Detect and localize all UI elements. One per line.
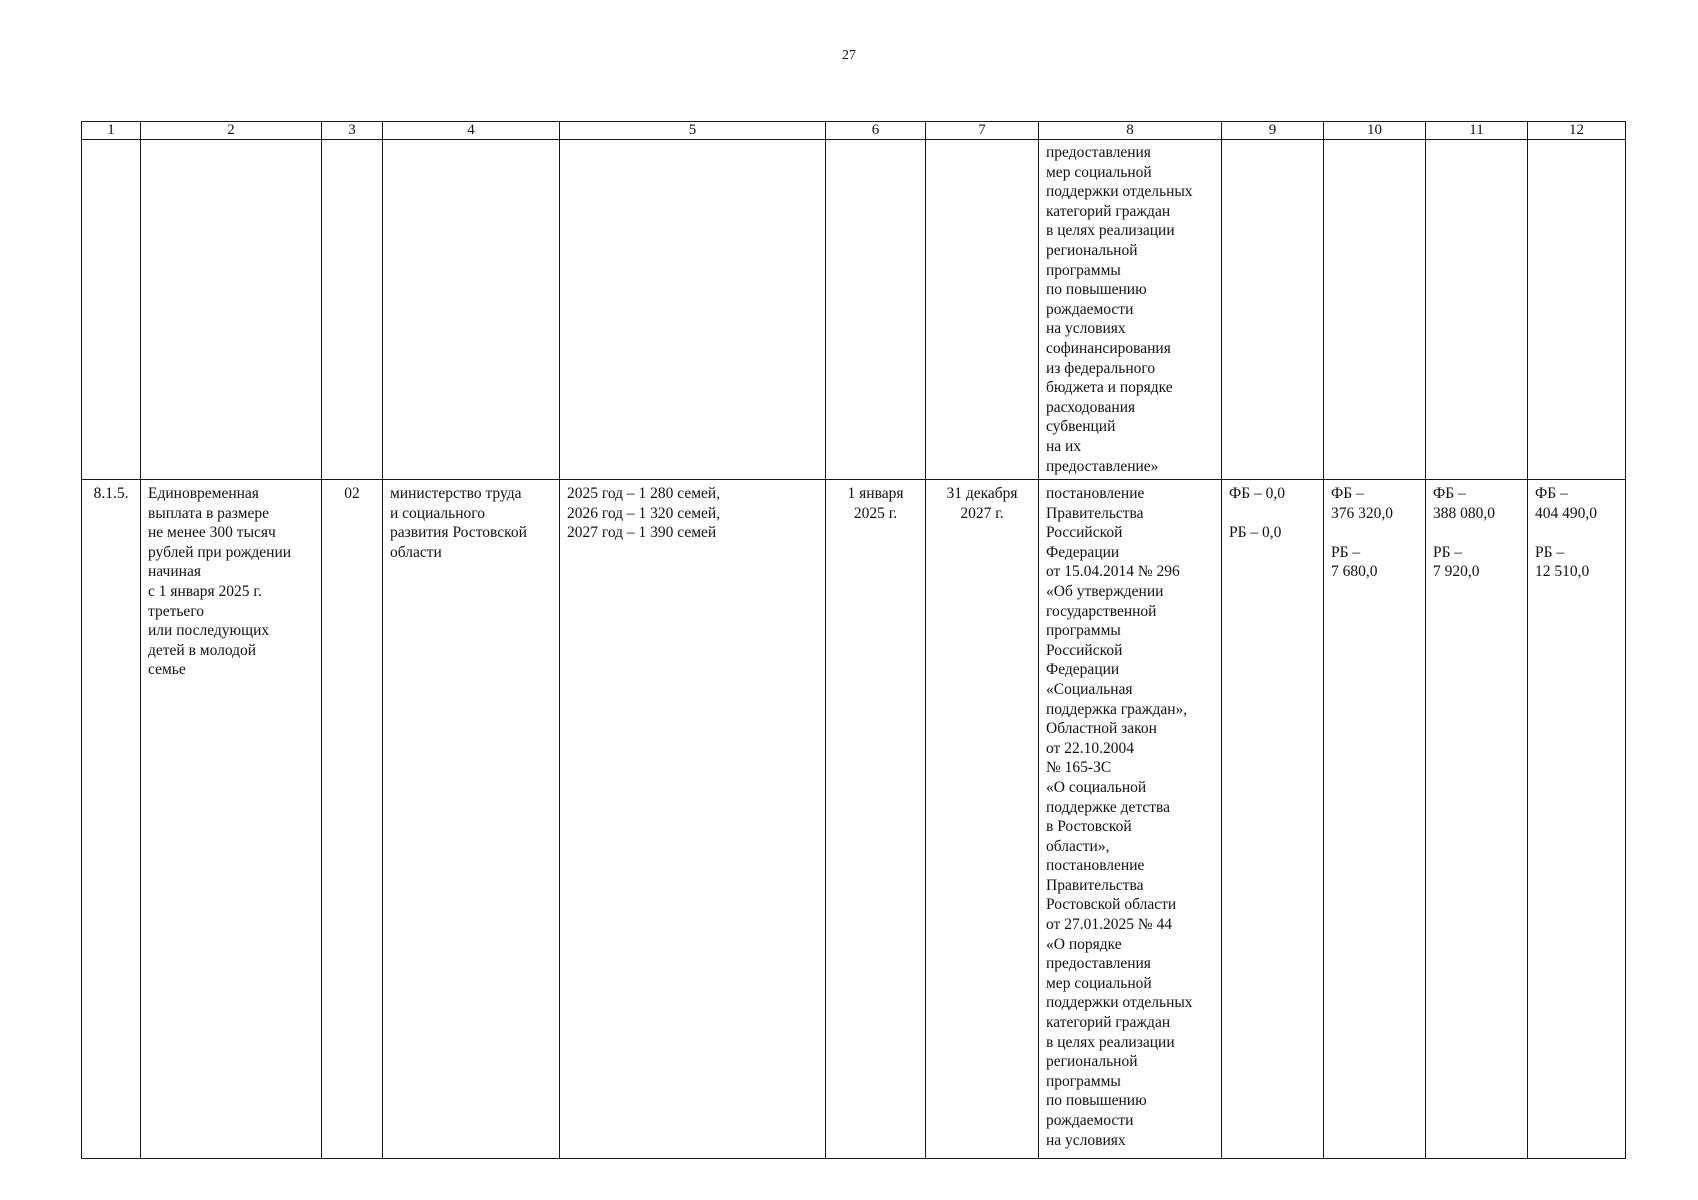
- cell-text: [1222, 140, 1323, 143]
- column-number-header-row: [82, 122, 1626, 140]
- table-cell-funding: [1222, 480, 1324, 1159]
- cell-text: [1528, 140, 1625, 143]
- column-number-header: 1: [82, 122, 141, 140]
- table-cell: [383, 140, 560, 480]
- table-cell-measure-name: [141, 480, 322, 1159]
- column-number-header: 9: [1222, 122, 1324, 140]
- funding-amount: ФБ – 0,0 РБ – 0,0: [1229, 485, 1286, 542]
- table-cell-indicator: [560, 480, 826, 1159]
- column-number-header: 3: [322, 122, 383, 140]
- cell-text: [141, 140, 321, 143]
- table-cell: [322, 140, 383, 480]
- table-cell: [1324, 140, 1426, 480]
- funding-amount: ФБ – 388 080,0 РБ – 7 920,0: [1433, 485, 1495, 581]
- column-number-header: 11: [1426, 122, 1528, 140]
- table-cell-start-date: [826, 480, 926, 1159]
- table-cell: [141, 140, 322, 480]
- table-cell: [926, 140, 1039, 480]
- cell-text: [1426, 140, 1527, 143]
- cell-text: [826, 140, 925, 143]
- start-date: 1 января 2025 г.: [847, 485, 904, 522]
- cell-text: [926, 140, 1038, 143]
- table-cell-funding: [1324, 480, 1426, 1159]
- cell-text: [383, 140, 559, 143]
- code: 02: [344, 485, 360, 502]
- table-cell-item-number: [82, 480, 141, 1159]
- table-cell-legal-basis: [1039, 480, 1222, 1159]
- column-number-header: 12: [1528, 122, 1626, 140]
- page-number: 27: [842, 48, 856, 63]
- table-cell: [826, 140, 926, 480]
- table-cell: [1528, 140, 1626, 480]
- measure-name: Единовременная выплата в размере не менее 300 тысяч рублей при рождении начиная с 1 января 2025 г. третьего или последующих детей в молодой семье: [148, 485, 292, 679]
- table-cell: [560, 140, 826, 480]
- cell-text: [1324, 140, 1425, 143]
- column-number-header: 5: [560, 122, 826, 140]
- table-cell: [1222, 140, 1324, 480]
- column-number-header: 6: [826, 122, 926, 140]
- end-date: 31 декабря 2027 г.: [946, 485, 1018, 522]
- column-number-header: 8: [1039, 122, 1222, 140]
- column-number-header: 10: [1324, 122, 1426, 140]
- table-cell: [82, 140, 141, 480]
- legal-basis-text: постановление Правительства Российской Федерации от 15.04.2014 № 296 «Об утверждении государственной программы Российской Федерации «Социальная поддержка граждан», Областной закон от 22.10.2004 № 165-ЗС «О социальной поддержке детства в Ростовской области», постановление Правительства Ростовской области от 27.01.2025 № 44 «О порядке предоставления мер социальной поддержки отдельных категорий граждан в целях реализации региональной программы по повышению рождаемости на условиях: [1046, 485, 1193, 1149]
- table-cell-code: [322, 480, 383, 1159]
- cell-text: [82, 140, 140, 143]
- table-cell-legal-basis: [1039, 140, 1222, 480]
- funding-amount: ФБ – 376 320,0 РБ – 7 680,0: [1331, 485, 1393, 581]
- table-cell-funding: [1426, 480, 1528, 1159]
- program-measures-table: [81, 121, 1626, 1159]
- indicator: 2025 год – 1 280 семей, 2026 год – 1 320 семей, 2027 год – 1 390 семей: [567, 485, 721, 542]
- table-row-continuation: [82, 140, 1626, 480]
- funding-amount: ФБ – 404 490,0 РБ – 12 510,0: [1535, 485, 1597, 581]
- cell-text: [560, 140, 825, 143]
- table-cell-end-date: [926, 480, 1039, 1159]
- item-number: 8.1.5.: [93, 485, 129, 502]
- column-number-header: 7: [926, 122, 1039, 140]
- cell-text: [322, 140, 382, 143]
- executor: министерство труда и социального развития Ростовской области: [390, 485, 527, 561]
- table-cell-executor: [383, 480, 560, 1159]
- table-row-8-1-5: [82, 480, 1626, 1159]
- table-cell: [1426, 140, 1528, 480]
- table-cell-funding: [1528, 480, 1626, 1159]
- column-number-header: 4: [383, 122, 560, 140]
- legal-basis-text: предоставления мер социальной поддержки отдельных категорий граждан в целях реализации региональной программы по повышению рождаемости на условиях софинансирования из федерального бюджета и порядке расходования субвенций на их предоставление»: [1046, 144, 1193, 475]
- column-number-header: 2: [141, 122, 322, 140]
